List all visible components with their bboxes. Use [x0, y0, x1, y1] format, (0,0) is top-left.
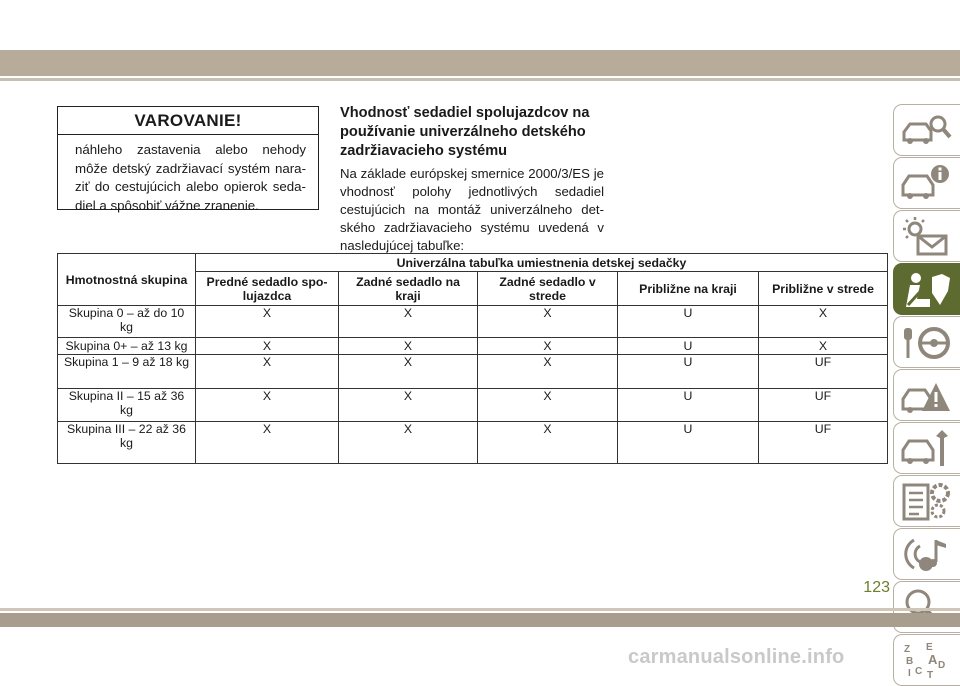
group-cell: Skupina 1 – 9 až 18 kg [58, 355, 196, 389]
warning-text: náhleho zastavenia alebo nehody môže detský zadržiavací systém nara- ziť do cestujúcich alebo opierok seda- diel a spôsobiť vážne zranenie. [75, 142, 306, 213]
value-cell: X [196, 306, 339, 338]
group-cell: Skupina 0 – až do 10 kg [58, 306, 196, 338]
warning-box [57, 106, 319, 213]
group-cell: Skupina II – 15 až 36 kg [58, 389, 196, 422]
value-cell: X [339, 389, 478, 422]
value-cell: X [196, 338, 339, 355]
value-cell: X [196, 355, 339, 389]
tab-car-tools[interactable] [893, 422, 960, 474]
tab-seat-safety[interactable] [893, 263, 960, 315]
value-cell: X [339, 422, 478, 464]
value-cell: X [339, 338, 478, 355]
table-super-header: Univerzálna tabuľka umiestnenia detskej sedačky [196, 254, 888, 272]
table-row [58, 306, 888, 338]
tab-car-info[interactable] [893, 157, 960, 209]
value-cell: U [618, 389, 759, 422]
footer-rule [0, 608, 960, 611]
value-cell: X [339, 306, 478, 338]
header-band [0, 50, 960, 76]
tab-warning-lights[interactable] [893, 210, 960, 262]
warning-lights-message-icon [900, 216, 952, 258]
value-cell: X [478, 355, 618, 389]
key-steering-wheel-icon [900, 322, 952, 364]
seat-safety-icon [900, 269, 952, 311]
value-cell: U [618, 355, 759, 389]
header-rule [0, 78, 960, 81]
value-cell: U [618, 338, 759, 355]
svg-text:T: T [927, 670, 934, 681]
table-row [58, 422, 888, 464]
section-heading: Vhodnosť sedadiel spolujazdcov na používanie univerzálneho detského zadržiavacieho systému [340, 105, 590, 159]
section-body: Na základe európskej smernice 2000/3/ES je vhodnosť polohy jednotlivých sedadiel cestujúcich na montáž univerzálneho det- ského zadržiavacieho systému uvedená v nasledujúcej tabuľke: [340, 166, 604, 253]
table-row [58, 355, 888, 389]
group-column-header: Hmotnostná skupina [58, 254, 196, 306]
svg-text:B: B [906, 656, 914, 667]
tab-specifications[interactable] [893, 475, 960, 527]
svg-text:E: E [926, 642, 933, 653]
table-row [58, 389, 888, 422]
value-cell: X [478, 338, 618, 355]
value-cell: X [196, 422, 339, 464]
page-number: 123 [863, 579, 890, 596]
svg-text:A: A [928, 652, 938, 667]
value-cell: X [478, 389, 618, 422]
value-cell: U [618, 422, 759, 464]
car-tools-icon [900, 428, 952, 470]
value-cell: X [478, 306, 618, 338]
value-cell: X [759, 338, 888, 355]
column-header: Približne na kraji [618, 272, 759, 306]
table-row [58, 338, 888, 355]
value-cell: X [196, 389, 339, 422]
svg-text:Z: Z [904, 644, 911, 655]
tab-multimedia[interactable] [893, 528, 960, 580]
group-cell: Skupina III – 22 až 36 kg [58, 422, 196, 464]
watermark: carmanualsonline.info [628, 646, 845, 668]
svg-text:C: C [915, 666, 923, 677]
specifications-icon [900, 481, 952, 523]
column-header: Predné sedadlo spo- lujazdca [196, 272, 339, 306]
car-search-icon [900, 110, 952, 152]
value-cell: X [478, 422, 618, 464]
tab-key-steering[interactable] [893, 316, 960, 368]
group-cell: Skupina 0+ – až 13 kg [58, 338, 196, 355]
value-cell: X [759, 306, 888, 338]
column-header: Približne v strede [759, 272, 888, 306]
value-cell: X [339, 355, 478, 389]
value-cell: U [618, 306, 759, 338]
warning-title: VAROVANIE! [58, 107, 318, 135]
footer-band [0, 613, 960, 627]
car-warning-icon [900, 375, 952, 417]
value-cell: UF [759, 389, 888, 422]
value-cell: UF [759, 355, 888, 389]
car-info-icon [900, 163, 952, 205]
tab-car-search[interactable] [893, 104, 960, 156]
seat-suitability-table [57, 253, 888, 464]
multimedia-icon [900, 534, 952, 576]
value-cell: UF [759, 422, 888, 464]
tab-car-warning[interactable] [893, 369, 960, 421]
svg-text:D: D [938, 660, 946, 671]
svg-text:I: I [908, 668, 911, 679]
column-header: Zadné sedadlo na kraji [339, 272, 478, 306]
column-header: Zadné sedadlo v strede [478, 272, 618, 306]
